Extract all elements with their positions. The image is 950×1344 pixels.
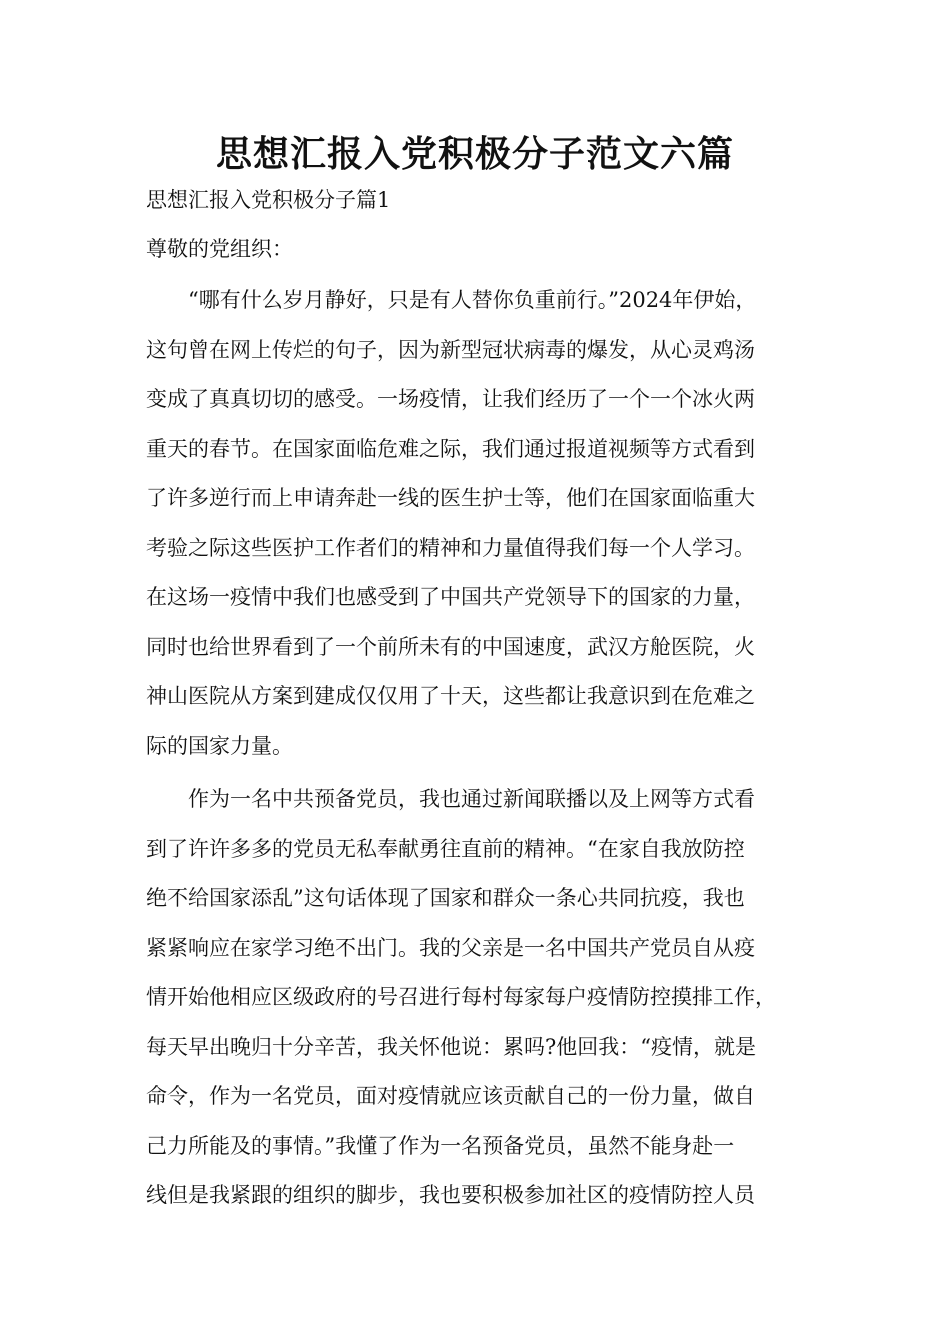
paragraph-line: 同时也给世界看到了一个前所未有的中国速度，武汉方舱医院，火 <box>146 634 755 659</box>
section-heading: 思想汇报入党积极分子篇1 <box>146 188 391 212</box>
paragraph-line: 这句曾在网上传烂的句子，因为新型冠状病毒的爆发，从心灵鸡汤 <box>146 337 755 362</box>
paragraph-line: 绝不给国家添乱”这句话体现了国家和群众一条心共同抗疫，我也 <box>146 886 745 910</box>
paragraph-line: 考验之际这些医护工作者们的精神和力量值得我们每一个人学习。 <box>146 535 755 560</box>
paragraph-line: 己力所能及的事情。”我懂了作为一名预备党员，虽然不能身赴一 <box>146 1133 735 1158</box>
paragraph-line: 情开始他相应区级政府的号召进行每村每家每户疫情防控摸排工作， <box>146 985 776 1009</box>
paragraph-line: 到了许许多多的党员无私奉献勇往直前的精神。“在家自我放防控 <box>146 836 745 861</box>
paragraph-line: 了许多逆行而上申请奔赴一线的医生护士等，他们在国家面临重大 <box>146 486 755 510</box>
paragraph-line: 命令，作为一名党员，面对疫情就应该贡献自己的一份力量，做自 <box>146 1084 755 1108</box>
paragraph-line: 紧紧响应在家学习绝不出门。我的父亲是一名中国共产党员自从疫 <box>146 935 755 960</box>
paragraph-2 <box>146 775 836 1221</box>
paragraph-line: “哪有什么岁月静好，只是有人替你负重前行。”2024年伊始， <box>146 288 757 312</box>
document-title: 思想汇报入党积极分子范文六篇 <box>215 133 734 175</box>
paragraph-line: 每天早出晚归十分辛苦，我关怀他说：累吗?他回我：“疫情，就是 <box>146 1034 756 1059</box>
paragraph-line: 变成了真真切切的感受。一场疫情，让我们经历了一个一个冰火两 <box>146 387 755 411</box>
paragraph-1 <box>146 276 836 771</box>
salutation: 尊敬的党组织： <box>146 237 293 261</box>
paragraph-line: 作为一名中共预备党员，我也通过新闻联播以及上网等方式看 <box>146 787 755 811</box>
paragraph-line: 在这场一疫情中我们也感受到了中国共产党领导下的国家的力量， <box>146 585 755 609</box>
paragraph-line: 神山医院从方案到建成仅仅用了十天，这些都让我意识到在危难之 <box>146 684 755 708</box>
paragraph-line: 际的国家力量。 <box>146 733 293 758</box>
paragraph-line: 重天的春节。在国家面临危难之际，我们通过报道视频等方式看到 <box>146 436 755 461</box>
paragraph-line: 线但是我紧跟的组织的脚步，我也要积极参加社区的疫情防控人员 <box>146 1183 755 1207</box>
